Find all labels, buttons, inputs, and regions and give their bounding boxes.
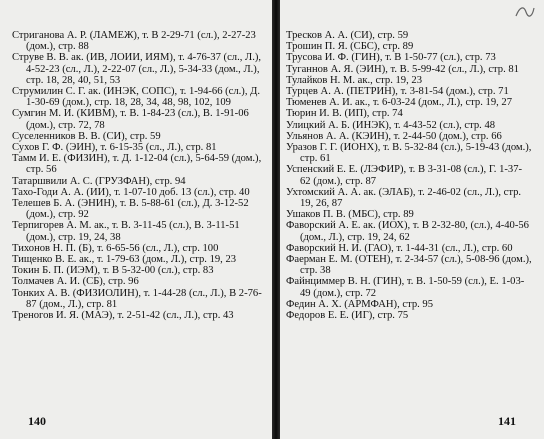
index-entry: Тюменев А. И. ак., т. 6-03-24 (дом., Л.), стр. 19, 27 (286, 97, 513, 109)
left-page-number: 140 (28, 414, 46, 428)
index-entry: Ульянов А. А. (КЭИН), т. 2-44-50 (дом.), стр. 66 (286, 130, 502, 142)
right-page-number: 141 (498, 414, 516, 428)
index-entry: Сухов Г. Ф. (ЭИН), т. 6-15-35 (сл., Л.), стр. 81 (12, 142, 217, 154)
index-entry: Сумгин М. И. (КИВМ), т. В. 1-84-23 (сл.), В. 1-91-06 (дом.), стр. 72, 78 (12, 108, 249, 131)
index-entry: Струмилин С. Г. ак. (ИНЭК, СОПС), т. 1-94-66 (сл.), Д. 1-30-69 (дом.), стр. 18, 28, 34, 48, 98, 102, 109 (12, 86, 261, 109)
index-entry: Тонких А. В. (ФИЗИОЛИН), т. 1-44-28 (сл., Л.), В 2-76-87 (дом., Л.), стр. 81 (12, 287, 262, 310)
index-entry: Улицкий А. Б. (ИНЭК), т. 4-43-52 (сл.), стр. 48 (286, 119, 496, 131)
index-entry: Ухтомский А. А. ак. (ЭЛАБ), т. 2-46-02 (сл., Л.), стр. 19, 26, 87 (286, 186, 522, 210)
index-entry: Фаерман Е. М. (ОТЕН), т. 2-34-57 (сл.), 5-08-96 (дом.), стр. 38 (286, 254, 532, 277)
left-entries (12, 30, 262, 321)
index-entry: Суселенников В. В. (СИ), стр. 59 (12, 130, 161, 142)
pencil-mark-icon (514, 4, 536, 20)
index-entry: Турцев А. А. (ПЕТРИН), т. 3-81-54 (дом.), стр. 71 (286, 86, 509, 98)
index-entry: Татаршвили А. С. (ГРУЗФАН), стр. 94 (12, 175, 186, 187)
index-entry: Тихонов Н. П. (Б), т. 6-65-56 (сл., Л.), стр. 100 (12, 242, 219, 254)
index-entry: Телешев Б. А. (ЭНИН), т. В. 5-88-61 (сл.), Д. 3-12-52 (дом.), стр. 92 (12, 198, 249, 221)
index-entry: Файнциммер В. Н. (ГИН), т. В. 1-50-59 (сл.), Е. 1-03-49 (дом.), стр. 72 (286, 276, 525, 299)
index-entry: Федоров Е. Е. (ИГ), стр. 75 (286, 310, 409, 322)
index-entry: Трошин П. Я. (СБС), стр. 89 (286, 41, 414, 53)
index-entry: Токин Б. П. (ИЭМ), т. В 5-32-00 (сл.), стр. 83 (12, 265, 214, 277)
index-entry: Треногов И. Я. (МАЭ), т. 2-51-42 (сл., Л.), стр. 43 (12, 310, 234, 322)
index-entry: Трусова И. Ф. (ГИН), т. В 1-50-77 (сл.), стр. 73 (286, 52, 496, 64)
index-entry: Успенский Е. Е. (ЛЭФИР), т. В 3-31-08 (сл.), Г. 1-37-62 (дом.), стр. 87 (286, 164, 523, 187)
right-entries (286, 30, 532, 321)
index-entry: Тамм И. Е. (ФИЗИН), т. Д. 1-12-04 (сл.), 5-64-59 (дом.), стр. 56 (12, 153, 262, 176)
index-entry: Толмачев А. И. (СБ), стр. 96 (12, 276, 139, 288)
index-entry: Тахо-Годи А. А. (ИИ), т. 1-07-10 доб. 13 (сл.), стр. 40 (12, 186, 250, 198)
index-entry: Тищенко В. Е. ак., т. 1-79-63 (дом., Л.), стр. 19, 23 (12, 254, 237, 266)
index-entry: Уразов Г. Г. (ИОНХ), т. В. 5-32-84 (сл.), 5-19-43 (дом.), стр. 61 (286, 142, 532, 165)
index-entry: Ушаков П. В. (МБС), стр. 89 (286, 209, 414, 221)
right-page (280, 0, 544, 439)
index-entry: Фаворский А. Е. ак. (ИОХ), т. В 2-32-80, (сл.), 4-40-56 (дом., Л.), стр. 19, 24, 62 (286, 220, 529, 243)
index-entry: Терпигорев А. М. ак., т. В. 3-11-45 (сл.), В. 3-11-51 (дом.), стр. 19, 24, 38 (12, 220, 240, 243)
index-entry: Тресков А. А. (СИ), стр. 59 (286, 30, 409, 41)
book-gutter (272, 0, 280, 439)
index-entry: Стриганова А. Р. (ЛАМЕЖ), т. В 2-29-71 (сл.), 2-27-23 (дом.), стр. 88 (12, 30, 256, 53)
index-entry: Струве В. В. ак. (ИВ, ЛОИИ, ИЯМ), т. 4-76-37 (сл., Л.), 4-52-23 (сл., Л.), 2-22-07 (сл., Л.), 5-34-33 (дом., Л.), стр. 18, 28, 40, 51, 53 (12, 52, 262, 86)
index-entry: Фаворский Н. И. (ГАО), т. 1-44-31 (сл., Л.), стр. 60 (286, 242, 513, 254)
index-entry: Тюрин И. В. (ИП), стр. 74 (286, 108, 403, 120)
index-entry: Туганнов А. Я. (ЭИН), т. В. 5-99-42 (сл., Л.), стр. 81 (286, 63, 519, 75)
index-entry: Тулайков Н. М. ак., стр. 19, 23 (286, 74, 422, 86)
index-entry: Федин А. Х. (АРМФАН), стр. 95 (286, 298, 434, 310)
